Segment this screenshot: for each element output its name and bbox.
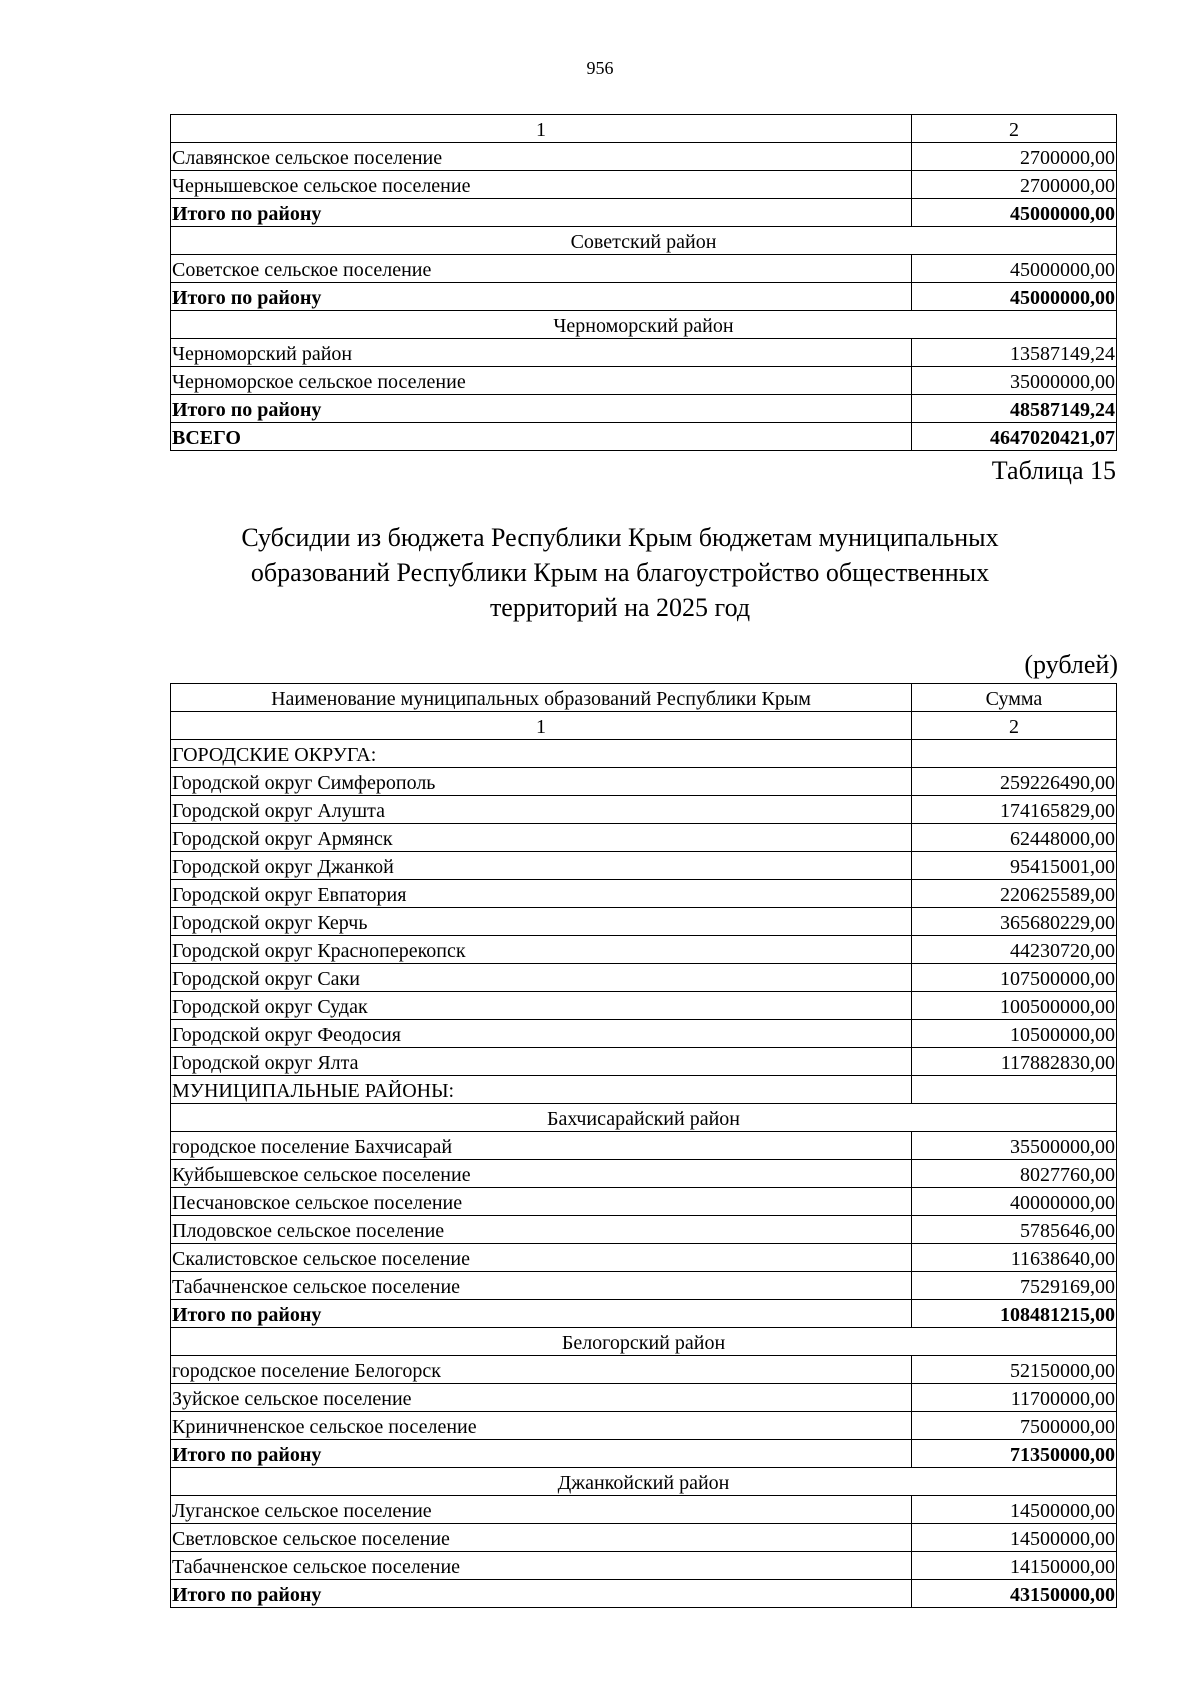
row-value: 108481215,00	[912, 1300, 1117, 1328]
section-name: Советский район	[171, 227, 1117, 255]
table-row	[171, 936, 1117, 964]
subsidies-table	[170, 683, 1117, 1608]
table-row	[171, 908, 1117, 936]
continued-table	[170, 114, 1117, 451]
table-row	[171, 1356, 1117, 1384]
row-name: Городской округ Джанкой	[171, 852, 912, 880]
row-name: Городской округ Симферополь	[171, 768, 912, 796]
row-value	[912, 740, 1117, 768]
row-value: 40000000,00	[912, 1188, 1117, 1216]
table-row	[171, 1048, 1117, 1076]
row-name: Куйбышевское сельское поселение	[171, 1160, 912, 1188]
column-number-row	[171, 712, 1117, 740]
row-value: 62448000,00	[912, 824, 1117, 852]
table-row	[171, 992, 1117, 1020]
row-name: Городской округ Евпатория	[171, 880, 912, 908]
row-name: Табачненское сельское поселение	[171, 1272, 912, 1300]
column-number-1: 1	[171, 115, 912, 143]
column-number-1: 1	[171, 712, 912, 740]
total-row	[171, 1440, 1117, 1468]
row-name: Итого по району	[171, 1580, 912, 1608]
table-row	[171, 796, 1117, 824]
row-value: 365680229,00	[912, 908, 1117, 936]
row-value: 2700000,00	[912, 143, 1117, 171]
row-value: 4647020421,07	[912, 423, 1117, 451]
row-value: 2700000,00	[912, 171, 1117, 199]
row-value: 45000000,00	[912, 255, 1117, 283]
row-name: Городской округ Армянск	[171, 824, 912, 852]
section-name: Бахчисарайский район	[171, 1104, 1117, 1132]
row-value: 14150000,00	[912, 1552, 1117, 1580]
column-number-2: 2	[912, 115, 1117, 143]
table-row	[171, 880, 1117, 908]
row-name: ВСЕГО	[171, 423, 912, 451]
row-value: 7500000,00	[912, 1412, 1117, 1440]
row-name: Итого по району	[171, 199, 912, 227]
column-number-row	[171, 115, 1117, 143]
row-value: 14500000,00	[912, 1496, 1117, 1524]
total-row	[171, 1580, 1117, 1608]
row-name: Городской округ Ялта	[171, 1048, 912, 1076]
row-name: Зуйское сельское поселение	[171, 1384, 912, 1412]
row-value: 13587149,24	[912, 339, 1117, 367]
table-row	[171, 143, 1117, 171]
row-name: Итого по району	[171, 395, 912, 423]
row-name: Городской округ Красноперекопск	[171, 936, 912, 964]
section-row	[171, 1104, 1117, 1132]
row-value: 5785646,00	[912, 1216, 1117, 1244]
table-row	[171, 1244, 1117, 1272]
row-value: 43150000,00	[912, 1580, 1117, 1608]
header-sum: Сумма	[912, 684, 1117, 712]
row-name: Черноморское сельское поселение	[171, 367, 912, 395]
row-name: МУНИЦИПАЛЬНЫЕ РАЙОНЫ:	[171, 1076, 912, 1104]
section-row	[171, 311, 1117, 339]
table-row	[171, 824, 1117, 852]
table-row	[171, 1552, 1117, 1580]
row-name: Криничненское сельское поселение	[171, 1412, 912, 1440]
row-name: Городской округ Феодосия	[171, 1020, 912, 1048]
row-value: 52150000,00	[912, 1356, 1117, 1384]
row-value: 45000000,00	[912, 283, 1117, 311]
row-value: 7529169,00	[912, 1272, 1117, 1300]
row-value: 95415001,00	[912, 852, 1117, 880]
header-name: Наименование муниципальных образований Республики Крым	[171, 684, 912, 712]
row-value: 11700000,00	[912, 1384, 1117, 1412]
units-label: (рублей)	[1024, 650, 1118, 679]
table-row	[171, 1384, 1117, 1412]
section-row	[171, 227, 1117, 255]
table-title-line: образований Республики Крым на благоустройство общественных	[250, 558, 990, 587]
row-name: ГОРОДСКИЕ ОКРУГА:	[171, 740, 912, 768]
table-row	[171, 339, 1117, 367]
total-row	[171, 1300, 1117, 1328]
header-row	[171, 684, 1117, 712]
row-value: 10500000,00	[912, 1020, 1117, 1048]
group-row	[171, 740, 1117, 768]
table-title	[180, 520, 1060, 625]
table-title-line: Субсидии из бюджета Республики Крым бюджетам муниципальных	[241, 523, 999, 552]
row-name: городское поселение Бахчисарай	[171, 1132, 912, 1160]
row-name: городское поселение Белогорск	[171, 1356, 912, 1384]
table-row	[171, 1188, 1117, 1216]
row-name: Советское сельское поселение	[171, 255, 912, 283]
row-name: Светловское сельское поселение	[171, 1524, 912, 1552]
row-name: Городской округ Алушта	[171, 796, 912, 824]
table-row	[171, 1132, 1117, 1160]
table-label: Таблица 15	[991, 456, 1116, 485]
column-number-2: 2	[912, 712, 1117, 740]
row-value: 8027760,00	[912, 1160, 1117, 1188]
row-value	[912, 1076, 1117, 1104]
table-row	[171, 1020, 1117, 1048]
table-row	[171, 964, 1117, 992]
row-value: 35000000,00	[912, 367, 1117, 395]
row-name: Чернышевское сельское поселение	[171, 171, 912, 199]
section-row	[171, 1328, 1117, 1356]
row-value: 259226490,00	[912, 768, 1117, 796]
row-value: 174165829,00	[912, 796, 1117, 824]
table-row	[171, 1524, 1117, 1552]
row-value: 117882830,00	[912, 1048, 1117, 1076]
table-row	[171, 768, 1117, 796]
section-row	[171, 1468, 1117, 1496]
row-value: 71350000,00	[912, 1440, 1117, 1468]
subsidies-table-body	[171, 684, 1117, 1608]
row-name: Городской округ Керчь	[171, 908, 912, 936]
row-value: 11638640,00	[912, 1244, 1117, 1272]
row-value: 107500000,00	[912, 964, 1117, 992]
row-name: Луганское сельское поселение	[171, 1496, 912, 1524]
table-row	[171, 255, 1117, 283]
row-value: 14500000,00	[912, 1524, 1117, 1552]
row-name: Славянское сельское поселение	[171, 143, 912, 171]
row-value: 35500000,00	[912, 1132, 1117, 1160]
row-value: 220625589,00	[912, 880, 1117, 908]
table-row	[171, 852, 1117, 880]
row-name: Итого по району	[171, 283, 912, 311]
row-name: Городской округ Саки	[171, 964, 912, 992]
row-name: Табачненское сельское поселение	[171, 1552, 912, 1580]
row-name: Черноморский район	[171, 339, 912, 367]
row-name: Итого по району	[171, 1300, 912, 1328]
row-name: Скалистовское сельское поселение	[171, 1244, 912, 1272]
section-name: Джанкойский район	[171, 1468, 1117, 1496]
table-row	[171, 1272, 1117, 1300]
row-name: Плодовское сельское поселение	[171, 1216, 912, 1244]
row-name: Городской округ Судак	[171, 992, 912, 1020]
total-row	[171, 423, 1117, 451]
table-row	[171, 1160, 1117, 1188]
total-row	[171, 283, 1117, 311]
continued-table-body	[171, 115, 1117, 451]
group-row	[171, 1076, 1117, 1104]
table-row	[171, 171, 1117, 199]
total-row	[171, 395, 1117, 423]
row-value: 48587149,24	[912, 395, 1117, 423]
table-row	[171, 1496, 1117, 1524]
row-name: Песчановское сельское поселение	[171, 1188, 912, 1216]
page-number: 956	[586, 58, 614, 78]
table-row	[171, 1216, 1117, 1244]
table-title-line: территорий на 2025 год	[489, 593, 751, 622]
row-value: 100500000,00	[912, 992, 1117, 1020]
table-row	[171, 367, 1117, 395]
section-name: Черноморский район	[171, 311, 1117, 339]
total-row	[171, 199, 1117, 227]
row-name: Итого по району	[171, 1440, 912, 1468]
section-name: Белогорский район	[171, 1328, 1117, 1356]
table-row	[171, 1412, 1117, 1440]
row-value: 44230720,00	[912, 936, 1117, 964]
row-value: 45000000,00	[912, 199, 1117, 227]
